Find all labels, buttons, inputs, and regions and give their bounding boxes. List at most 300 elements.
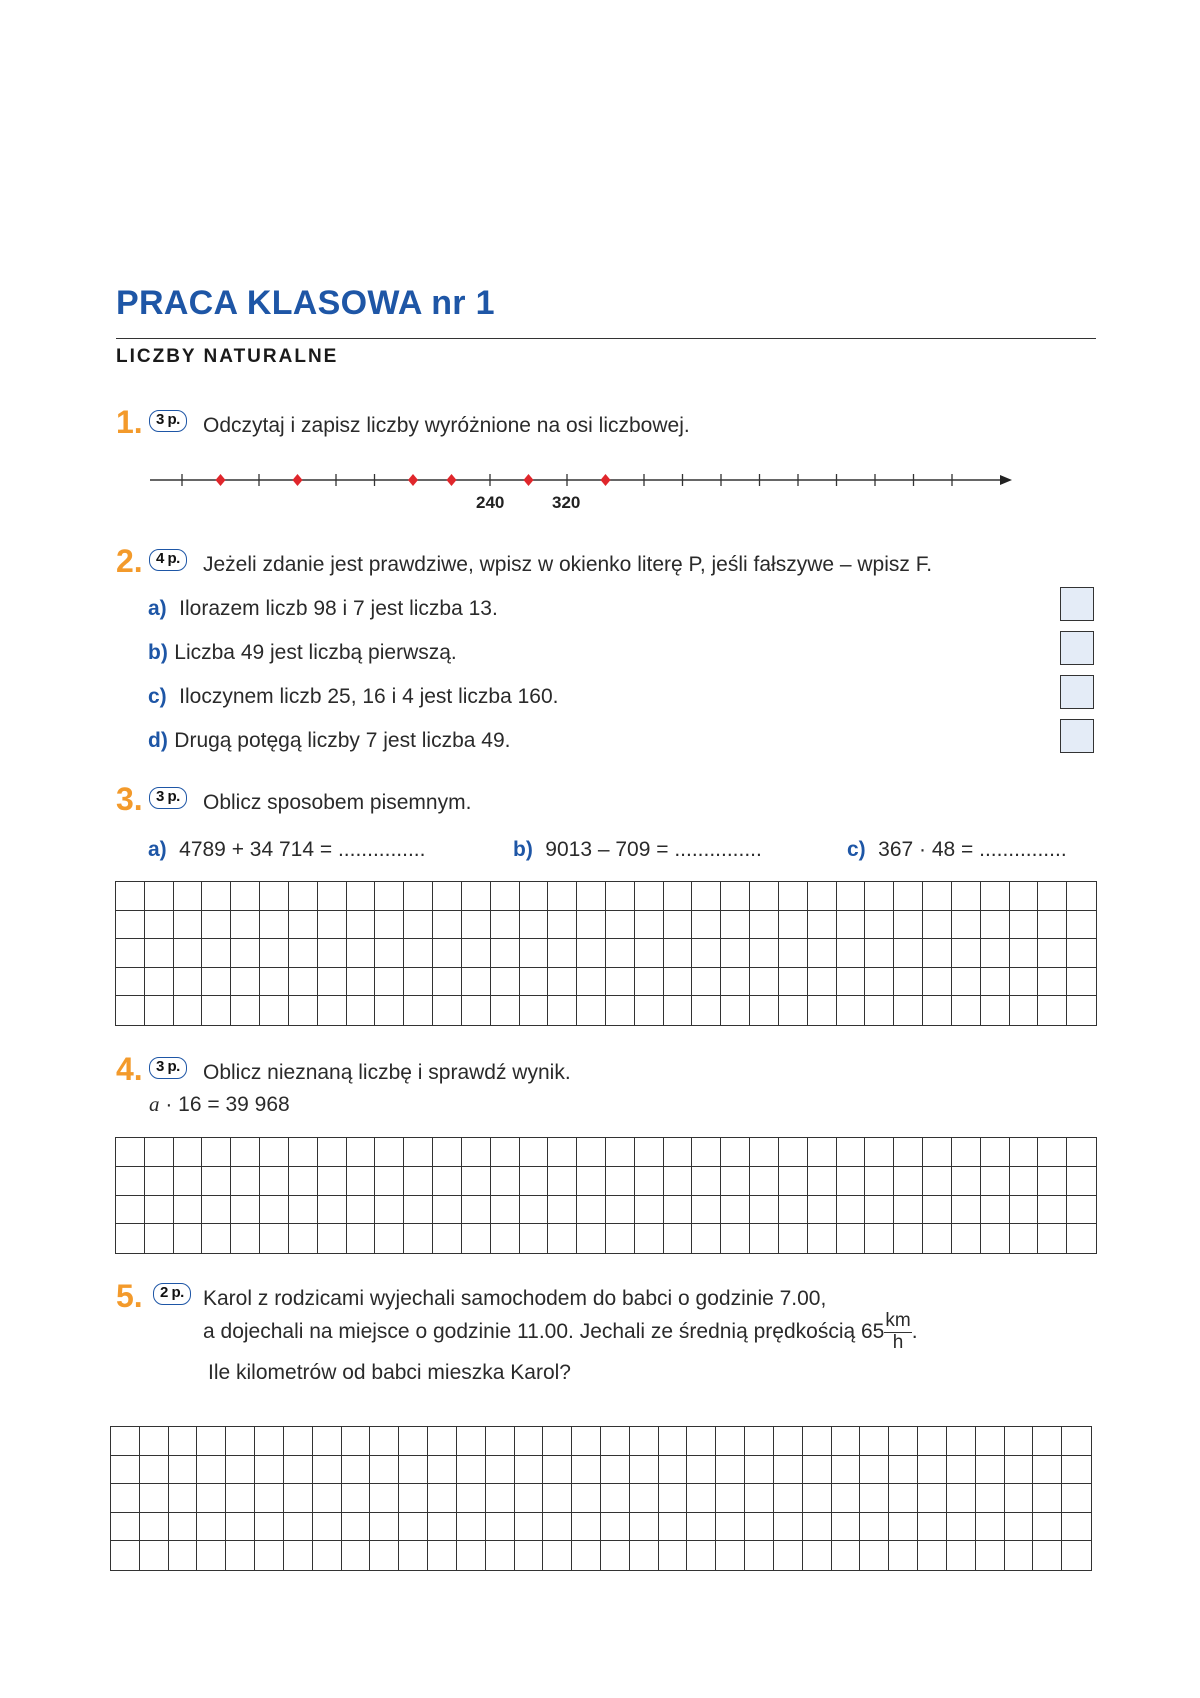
grid-cell[interactable] (981, 939, 1010, 968)
grid-cell[interactable] (174, 1196, 203, 1225)
grid-cell[interactable] (1067, 1138, 1096, 1167)
grid-cell[interactable] (318, 996, 347, 1025)
grid-cell[interactable] (111, 1513, 140, 1542)
grid-cell[interactable] (808, 939, 837, 968)
grid-cell[interactable] (865, 1196, 894, 1225)
grid-cell[interactable] (659, 1484, 688, 1513)
grid-cell[interactable] (860, 1456, 889, 1485)
grid-cell[interactable] (923, 1138, 952, 1167)
grid-cell[interactable] (140, 1456, 169, 1485)
grid-cell[interactable] (832, 1456, 861, 1485)
grid-cell[interactable] (894, 882, 923, 911)
grid-cell[interactable] (635, 968, 664, 997)
grid-cell[interactable] (918, 1427, 947, 1456)
grid-cell[interactable] (169, 1484, 198, 1513)
grid-cell[interactable] (226, 1456, 255, 1485)
grid-cell[interactable] (174, 882, 203, 911)
grid-cell[interactable] (860, 1484, 889, 1513)
grid-cell[interactable] (404, 1196, 433, 1225)
grid-cell[interactable] (226, 1541, 255, 1570)
grid-cell[interactable] (1062, 1513, 1091, 1542)
grid-cell[interactable] (347, 996, 376, 1025)
grid-cell[interactable] (572, 1456, 601, 1485)
grid-cell[interactable] (548, 1224, 577, 1253)
grid-cell[interactable] (145, 1167, 174, 1196)
grid-cell[interactable] (837, 939, 866, 968)
grid-cell[interactable] (981, 1224, 1010, 1253)
answer-grid-task-4[interactable] (115, 1137, 1097, 1254)
grid-cell[interactable] (779, 939, 808, 968)
grid-cell[interactable] (860, 1513, 889, 1542)
grid-cell[interactable] (202, 996, 231, 1025)
grid-cell[interactable] (347, 968, 376, 997)
grid-cell[interactable] (116, 968, 145, 997)
grid-cell[interactable] (197, 1427, 226, 1456)
grid-cell[interactable] (1033, 1541, 1062, 1570)
grid-cell[interactable] (1010, 1138, 1039, 1167)
grid-cell[interactable] (947, 1484, 976, 1513)
grid-cell[interactable] (1067, 1196, 1096, 1225)
grid-cell[interactable] (145, 882, 174, 911)
grid-cell[interactable] (313, 1541, 342, 1570)
grid-cell[interactable] (433, 968, 462, 997)
grid-cell[interactable] (606, 882, 635, 911)
grid-cell[interactable] (664, 882, 693, 911)
grid-cell[interactable] (630, 1456, 659, 1485)
grid-cell[interactable] (231, 1224, 260, 1253)
grid-cell[interactable] (577, 882, 606, 911)
grid-cell[interactable] (347, 939, 376, 968)
grid-cell[interactable] (572, 1513, 601, 1542)
grid-cell[interactable] (174, 1138, 203, 1167)
grid-cell[interactable] (837, 1196, 866, 1225)
grid-cell[interactable] (1038, 1167, 1067, 1196)
grid-cell[interactable] (745, 1427, 774, 1456)
grid-cell[interactable] (145, 968, 174, 997)
grid-cell[interactable] (520, 1196, 549, 1225)
grid-cell[interactable] (664, 911, 693, 940)
grid-cell[interactable] (347, 1196, 376, 1225)
grid-cell[interactable] (721, 968, 750, 997)
grid-cell[interactable] (462, 1167, 491, 1196)
grid-cell[interactable] (750, 1196, 779, 1225)
grid-cell[interactable] (923, 882, 952, 911)
grid-cell[interactable] (837, 911, 866, 940)
grid-cell[interactable] (491, 911, 520, 940)
grid-cell[interactable] (1038, 1138, 1067, 1167)
grid-cell[interactable] (520, 882, 549, 911)
grid-cell[interactable] (894, 996, 923, 1025)
grid-cell[interactable] (548, 1167, 577, 1196)
grid-cell[interactable] (255, 1541, 284, 1570)
grid-cell[interactable] (745, 1541, 774, 1570)
grid-cell[interactable] (918, 1456, 947, 1485)
grid-cell[interactable] (260, 1138, 289, 1167)
grid-cell[interactable] (721, 882, 750, 911)
grid-cell[interactable] (433, 911, 462, 940)
grid-cell[interactable] (832, 1427, 861, 1456)
grid-cell[interactable] (260, 968, 289, 997)
grid-cell[interactable] (543, 1541, 572, 1570)
grid-cell[interactable] (318, 968, 347, 997)
grid-cell[interactable] (981, 996, 1010, 1025)
grid-cell[interactable] (1062, 1541, 1091, 1570)
grid-cell[interactable] (750, 911, 779, 940)
grid-cell[interactable] (318, 1196, 347, 1225)
grid-cell[interactable] (692, 968, 721, 997)
grid-cell[interactable] (169, 1427, 198, 1456)
grid-cell[interactable] (808, 911, 837, 940)
grid-cell[interactable] (606, 1196, 635, 1225)
grid-cell[interactable] (601, 1484, 630, 1513)
grid-cell[interactable] (462, 1138, 491, 1167)
grid-cell[interactable] (116, 1138, 145, 1167)
grid-cell[interactable] (981, 968, 1010, 997)
grid-cell[interactable] (111, 1456, 140, 1485)
grid-cell[interactable] (486, 1513, 515, 1542)
grid-cell[interactable] (457, 1427, 486, 1456)
grid-cell[interactable] (197, 1484, 226, 1513)
grid-cell[interactable] (548, 996, 577, 1025)
grid-cell[interactable] (947, 1427, 976, 1456)
grid-cell[interactable] (692, 996, 721, 1025)
grid-cell[interactable] (779, 1138, 808, 1167)
grid-cell[interactable] (375, 1167, 404, 1196)
grid-cell[interactable] (145, 1138, 174, 1167)
grid-cell[interactable] (202, 1138, 231, 1167)
grid-cell[interactable] (457, 1541, 486, 1570)
grid-cell[interactable] (197, 1456, 226, 1485)
grid-cell[interactable] (635, 1224, 664, 1253)
grid-cell[interactable] (976, 1456, 1005, 1485)
grid-cell[interactable] (692, 1167, 721, 1196)
grid-cell[interactable] (284, 1456, 313, 1485)
grid-cell[interactable] (347, 1138, 376, 1167)
grid-cell[interactable] (260, 1224, 289, 1253)
grid-cell[interactable] (1033, 1456, 1062, 1485)
grid-cell[interactable] (865, 1138, 894, 1167)
grid-cell[interactable] (1067, 911, 1096, 940)
grid-cell[interactable] (659, 1427, 688, 1456)
grid-cell[interactable] (577, 1224, 606, 1253)
grid-cell[interactable] (952, 1167, 981, 1196)
grid-cell[interactable] (923, 911, 952, 940)
grid-cell[interactable] (145, 939, 174, 968)
grid-cell[interactable] (572, 1484, 601, 1513)
grid-cell[interactable] (635, 996, 664, 1025)
grid-cell[interactable] (947, 1513, 976, 1542)
grid-cell[interactable] (375, 1138, 404, 1167)
grid-cell[interactable] (889, 1513, 918, 1542)
grid-cell[interactable] (1010, 968, 1039, 997)
grid-cell[interactable] (486, 1484, 515, 1513)
grid-cell[interactable] (520, 1224, 549, 1253)
grid-cell[interactable] (428, 1484, 457, 1513)
grid-cell[interactable] (491, 939, 520, 968)
grid-cell[interactable] (313, 1484, 342, 1513)
grid-cell[interactable] (947, 1541, 976, 1570)
grid-cell[interactable] (520, 1167, 549, 1196)
grid-cell[interactable] (140, 1427, 169, 1456)
grid-cell[interactable] (462, 911, 491, 940)
grid-cell[interactable] (486, 1456, 515, 1485)
grid-cell[interactable] (981, 1196, 1010, 1225)
grid-cell[interactable] (433, 996, 462, 1025)
grid-cell[interactable] (428, 1513, 457, 1542)
grid-cell[interactable] (1005, 1484, 1034, 1513)
grid-cell[interactable] (779, 968, 808, 997)
grid-cell[interactable] (462, 1196, 491, 1225)
grid-cell[interactable] (1067, 996, 1096, 1025)
grid-cell[interactable] (174, 968, 203, 997)
grid-cell[interactable] (774, 1513, 803, 1542)
grid-cell[interactable] (197, 1513, 226, 1542)
grid-cell[interactable] (1010, 882, 1039, 911)
grid-cell[interactable] (145, 996, 174, 1025)
grid-cell[interactable] (462, 882, 491, 911)
grid-cell[interactable] (202, 911, 231, 940)
grid-cell[interactable] (347, 1167, 376, 1196)
answer-box-a[interactable] (1060, 587, 1094, 621)
grid-cell[interactable] (692, 911, 721, 940)
grid-cell[interactable] (548, 939, 577, 968)
grid-cell[interactable] (404, 1138, 433, 1167)
grid-cell[interactable] (981, 882, 1010, 911)
grid-cell[interactable] (1067, 1167, 1096, 1196)
grid-cell[interactable] (687, 1513, 716, 1542)
grid-cell[interactable] (1038, 996, 1067, 1025)
grid-cell[interactable] (692, 1138, 721, 1167)
grid-cell[interactable] (716, 1541, 745, 1570)
grid-cell[interactable] (342, 1484, 371, 1513)
grid-cell[interactable] (664, 1167, 693, 1196)
grid-cell[interactable] (543, 1513, 572, 1542)
grid-cell[interactable] (347, 1224, 376, 1253)
grid-cell[interactable] (433, 1138, 462, 1167)
grid-cell[interactable] (289, 1167, 318, 1196)
grid-cell[interactable] (342, 1427, 371, 1456)
grid-cell[interactable] (952, 1196, 981, 1225)
grid-cell[interactable] (231, 1138, 260, 1167)
grid-cell[interactable] (1038, 968, 1067, 997)
grid-cell[interactable] (947, 1456, 976, 1485)
grid-cell[interactable] (837, 1224, 866, 1253)
grid-cell[interactable] (347, 882, 376, 911)
grid-cell[interactable] (1010, 1224, 1039, 1253)
grid-cell[interactable] (1067, 1224, 1096, 1253)
grid-cell[interactable] (635, 1167, 664, 1196)
grid-cell[interactable] (1038, 882, 1067, 911)
grid-cell[interactable] (606, 939, 635, 968)
grid-cell[interactable] (289, 939, 318, 968)
grid-cell[interactable] (976, 1513, 1005, 1542)
grid-cell[interactable] (548, 968, 577, 997)
grid-cell[interactable] (491, 1196, 520, 1225)
grid-cell[interactable] (462, 968, 491, 997)
grid-cell[interactable] (894, 1224, 923, 1253)
grid-cell[interactable] (601, 1456, 630, 1485)
grid-cell[interactable] (486, 1427, 515, 1456)
grid-cell[interactable] (687, 1484, 716, 1513)
grid-cell[interactable] (750, 939, 779, 968)
grid-cell[interactable] (601, 1427, 630, 1456)
grid-cell[interactable] (543, 1456, 572, 1485)
grid-cell[interactable] (745, 1513, 774, 1542)
grid-cell[interactable] (779, 882, 808, 911)
grid-cell[interactable] (923, 1167, 952, 1196)
grid-cell[interactable] (202, 1196, 231, 1225)
grid-cell[interactable] (520, 939, 549, 968)
grid-cell[interactable] (779, 996, 808, 1025)
grid-cell[interactable] (255, 1484, 284, 1513)
grid-cell[interactable] (255, 1513, 284, 1542)
grid-cell[interactable] (952, 1224, 981, 1253)
grid-cell[interactable] (284, 1541, 313, 1570)
grid-cell[interactable] (865, 968, 894, 997)
grid-cell[interactable] (808, 882, 837, 911)
grid-cell[interactable] (260, 1167, 289, 1196)
grid-cell[interactable] (399, 1484, 428, 1513)
grid-cell[interactable] (370, 1541, 399, 1570)
grid-cell[interactable] (457, 1456, 486, 1485)
grid-cell[interactable] (1005, 1456, 1034, 1485)
grid-cell[interactable] (750, 1224, 779, 1253)
grid-cell[interactable] (174, 939, 203, 968)
grid-cell[interactable] (687, 1456, 716, 1485)
grid-cell[interactable] (837, 996, 866, 1025)
grid-cell[interactable] (808, 996, 837, 1025)
grid-cell[interactable] (635, 939, 664, 968)
grid-cell[interactable] (342, 1541, 371, 1570)
grid-cell[interactable] (399, 1541, 428, 1570)
grid-cell[interactable] (145, 1224, 174, 1253)
grid-cell[interactable] (572, 1427, 601, 1456)
grid-cell[interactable] (692, 939, 721, 968)
grid-cell[interactable] (923, 1224, 952, 1253)
grid-cell[interactable] (750, 968, 779, 997)
grid-cell[interactable] (577, 911, 606, 940)
grid-cell[interactable] (1010, 911, 1039, 940)
grid-cell[interactable] (226, 1484, 255, 1513)
grid-cell[interactable] (543, 1484, 572, 1513)
grid-cell[interactable] (860, 1427, 889, 1456)
grid-cell[interactable] (375, 996, 404, 1025)
grid-cell[interactable] (635, 1196, 664, 1225)
grid-cell[interactable] (721, 939, 750, 968)
grid-cell[interactable] (952, 939, 981, 968)
grid-cell[interactable] (399, 1513, 428, 1542)
grid-cell[interactable] (289, 1224, 318, 1253)
grid-cell[interactable] (659, 1541, 688, 1570)
grid-cell[interactable] (1005, 1541, 1034, 1570)
grid-cell[interactable] (313, 1513, 342, 1542)
grid-cell[interactable] (803, 1541, 832, 1570)
grid-cell[interactable] (1067, 882, 1096, 911)
grid-cell[interactable] (808, 1167, 837, 1196)
grid-cell[interactable] (606, 911, 635, 940)
grid-cell[interactable] (606, 1224, 635, 1253)
grid-cell[interactable] (750, 882, 779, 911)
grid-cell[interactable] (457, 1513, 486, 1542)
grid-cell[interactable] (260, 939, 289, 968)
grid-cell[interactable] (342, 1456, 371, 1485)
grid-cell[interactable] (284, 1513, 313, 1542)
grid-cell[interactable] (515, 1484, 544, 1513)
grid-cell[interactable] (548, 1138, 577, 1167)
grid-cell[interactable] (520, 996, 549, 1025)
grid-cell[interactable] (606, 1167, 635, 1196)
grid-cell[interactable] (375, 1196, 404, 1225)
grid-cell[interactable] (404, 911, 433, 940)
grid-cell[interactable] (370, 1456, 399, 1485)
grid-cell[interactable] (318, 882, 347, 911)
grid-cell[interactable] (231, 968, 260, 997)
grid-cell[interactable] (635, 911, 664, 940)
answer-grid-task-3[interactable] (115, 881, 1097, 1026)
grid-cell[interactable] (111, 1541, 140, 1570)
grid-cell[interactable] (289, 1138, 318, 1167)
grid-cell[interactable] (832, 1541, 861, 1570)
grid-cell[interactable] (548, 911, 577, 940)
grid-cell[interactable] (832, 1484, 861, 1513)
grid-cell[interactable] (428, 1541, 457, 1570)
grid-cell[interactable] (145, 911, 174, 940)
grid-cell[interactable] (976, 1541, 1005, 1570)
grid-cell[interactable] (226, 1513, 255, 1542)
grid-cell[interactable] (721, 1167, 750, 1196)
grid-cell[interactable] (433, 1196, 462, 1225)
grid-cell[interactable] (433, 882, 462, 911)
grid-cell[interactable] (548, 1196, 577, 1225)
grid-cell[interactable] (635, 882, 664, 911)
grid-cell[interactable] (606, 968, 635, 997)
grid-cell[interactable] (630, 1484, 659, 1513)
grid-cell[interactable] (1010, 1167, 1039, 1196)
grid-cell[interactable] (140, 1541, 169, 1570)
grid-cell[interactable] (1010, 1196, 1039, 1225)
grid-cell[interactable] (399, 1427, 428, 1456)
grid-cell[interactable] (923, 939, 952, 968)
grid-cell[interactable] (601, 1513, 630, 1542)
grid-cell[interactable] (981, 911, 1010, 940)
grid-cell[interactable] (486, 1541, 515, 1570)
grid-cell[interactable] (1033, 1513, 1062, 1542)
grid-cell[interactable] (116, 1167, 145, 1196)
grid-cell[interactable] (865, 1167, 894, 1196)
grid-cell[interactable] (1038, 1196, 1067, 1225)
grid-cell[interactable] (404, 939, 433, 968)
grid-cell[interactable] (515, 1513, 544, 1542)
grid-cell[interactable] (231, 1167, 260, 1196)
grid-cell[interactable] (577, 1167, 606, 1196)
grid-cell[interactable] (202, 1224, 231, 1253)
grid-cell[interactable] (318, 1167, 347, 1196)
grid-cell[interactable] (491, 968, 520, 997)
grid-cell[interactable] (231, 911, 260, 940)
grid-cell[interactable] (716, 1513, 745, 1542)
grid-cell[interactable] (260, 911, 289, 940)
grid-cell[interactable] (865, 1224, 894, 1253)
grid-cell[interactable] (375, 1224, 404, 1253)
grid-cell[interactable] (894, 1196, 923, 1225)
grid-cell[interactable] (894, 939, 923, 968)
grid-cell[interactable] (860, 1541, 889, 1570)
grid-cell[interactable] (289, 911, 318, 940)
grid-cell[interactable] (313, 1427, 342, 1456)
grid-cell[interactable] (779, 911, 808, 940)
grid-cell[interactable] (832, 1513, 861, 1542)
grid-cell[interactable] (404, 1167, 433, 1196)
